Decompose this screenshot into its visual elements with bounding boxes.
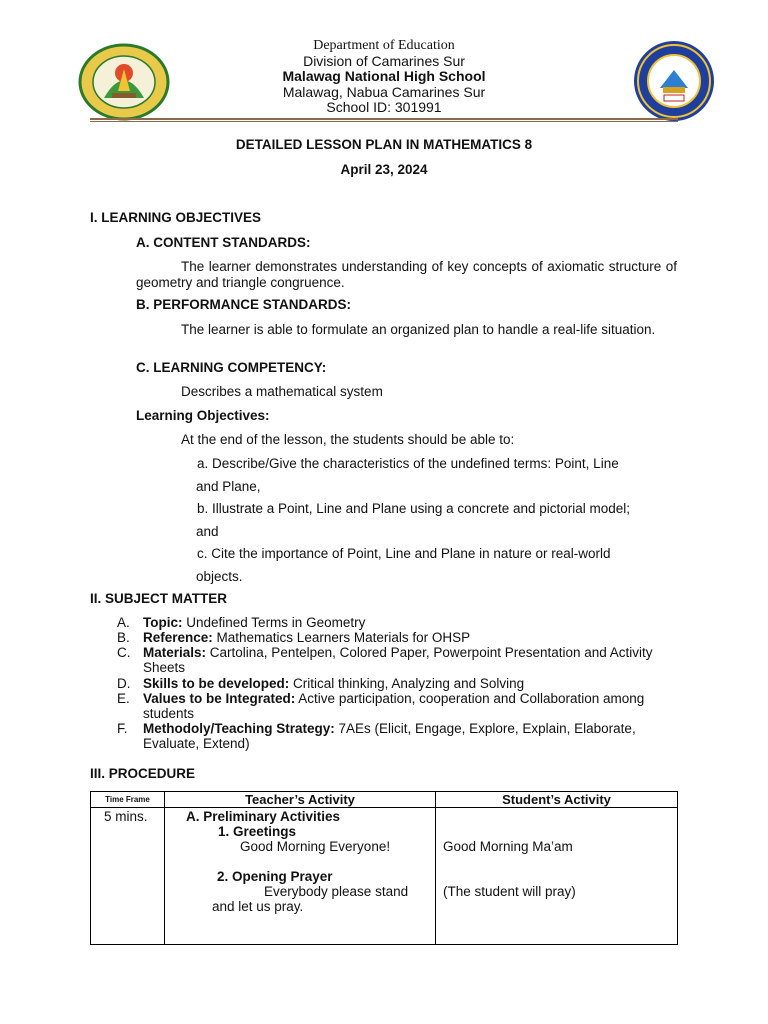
- item-label: Reference:: [143, 630, 213, 645]
- item-letter: E.: [117, 691, 130, 706]
- item-letter: B.: [117, 630, 130, 645]
- table-row: [91, 808, 678, 945]
- section-learning-objectives-heading: I. LEARNING OBJECTIVES: [90, 210, 262, 225]
- item-label: Topic:: [143, 615, 183, 630]
- time-frame-cell: [91, 808, 165, 945]
- item-text: 7AEs (Elicit, Engage, Explore, Explain, Elaborate, Evaluate, Extend): [143, 721, 636, 751]
- item-text: Mathematics Learners Materials for OHSP: [212, 630, 471, 645]
- performance-standards-heading: B. PERFORMANCE STANDARDS:: [136, 297, 351, 312]
- item-letter: C.: [117, 645, 131, 660]
- item-letter: A.: [117, 615, 130, 630]
- table-header-row: [91, 792, 678, 808]
- opening-prayer-heading: 2. Opening Prayer: [217, 869, 333, 884]
- section-procedure-heading: III. PROCEDURE: [90, 766, 196, 781]
- teacher-greeting-text: Good Morning Everyone!: [240, 839, 391, 854]
- student-prayer-text: (The student will pray): [443, 884, 576, 899]
- student-greeting-text: Good Morning Ma’am: [443, 839, 573, 854]
- content-standards-heading: A. CONTENT STANDARDS:: [136, 235, 311, 250]
- item-text: Cartolina, Pentelpen, Colored Paper, Powerpoint Presentation and Activity Sheets: [143, 645, 653, 675]
- procedure-table: [90, 791, 678, 945]
- header-divider: [90, 118, 678, 120]
- item-letter: D.: [117, 676, 131, 691]
- time-frame-value: 5 mins.: [104, 809, 148, 824]
- teacher-prayer-text-line2: and let us pray.: [212, 899, 304, 914]
- document-date: April 23, 2024: [340, 162, 428, 177]
- item-text: Critical thinking, Analyzing and Solving: [289, 676, 525, 691]
- item-text: Undefined Terms in Geometry: [182, 615, 366, 630]
- preliminary-activities-heading: A. Preliminary Activities: [186, 809, 341, 824]
- objective-c-line2: objects.: [196, 569, 243, 584]
- item-letter: F.: [117, 721, 128, 736]
- school-address: Malawag, Nabua Camarines Sur: [282, 84, 486, 100]
- header-divider-thin: [90, 121, 678, 122]
- student-activity-cell: [436, 808, 678, 945]
- division-name: Division of Camarines Sur: [303, 53, 465, 69]
- performance-standards-text: The learner is able to formulate an organized plan to handle a real-life situation.: [181, 322, 656, 337]
- school-name: Malawag National High School: [282, 68, 486, 84]
- learning-competency-heading: C. LEARNING COMPETENCY:: [136, 360, 327, 375]
- school-id: School ID: 301991: [326, 99, 442, 115]
- column-header-student-activity: Student’s Activity: [436, 792, 678, 808]
- item-text: Active participation, cooperation and Collaboration among students: [143, 691, 645, 721]
- teacher-prayer-text-line1: Everybody please stand: [264, 884, 409, 899]
- greetings-heading: 1. Greetings: [218, 824, 297, 839]
- content-standards-text: The learner demonstrates understanding of key concepts of axiomatic structure of geometry and triangle congruence.: [136, 259, 677, 290]
- column-header-teacher-activity: Teacher’s Activity: [165, 792, 436, 808]
- objective-b-line1: b. Illustrate a Point, Line and Plane using a concrete and pictorial model;: [197, 501, 631, 516]
- learning-objectives-subheading: Learning Objectives:: [136, 408, 270, 423]
- section-subject-matter-heading: II. SUBJECT MATTER: [90, 591, 228, 606]
- item-label: Values to be Integrated:: [143, 691, 296, 706]
- teacher-activity-cell: [165, 808, 436, 945]
- column-header-time-frame: Time Frame: [91, 792, 165, 808]
- learning-competency-text: Describes a mathematical system: [181, 384, 383, 399]
- item-label: Materials:: [143, 645, 207, 660]
- document-title: DETAILED LESSON PLAN IN MATHEMATICS 8: [235, 137, 533, 152]
- objective-a-line2: and Plane,: [196, 479, 261, 494]
- objective-a-line1: a. Describe/Give the characteristics of the undefined terms: Point, Line: [197, 456, 619, 471]
- learning-objectives-intro: At the end of the lesson, the students should be able to:: [181, 432, 515, 447]
- objective-b-line2: and: [196, 524, 219, 539]
- item-label: Methodoly/Teaching Strategy:: [143, 721, 335, 736]
- department-name: Department of Education: [313, 38, 455, 53]
- objective-c-line1: c. Cite the importance of Point, Line and Plane in nature or real-world: [197, 546, 611, 561]
- item-label: Skills to be developed:: [143, 676, 290, 691]
